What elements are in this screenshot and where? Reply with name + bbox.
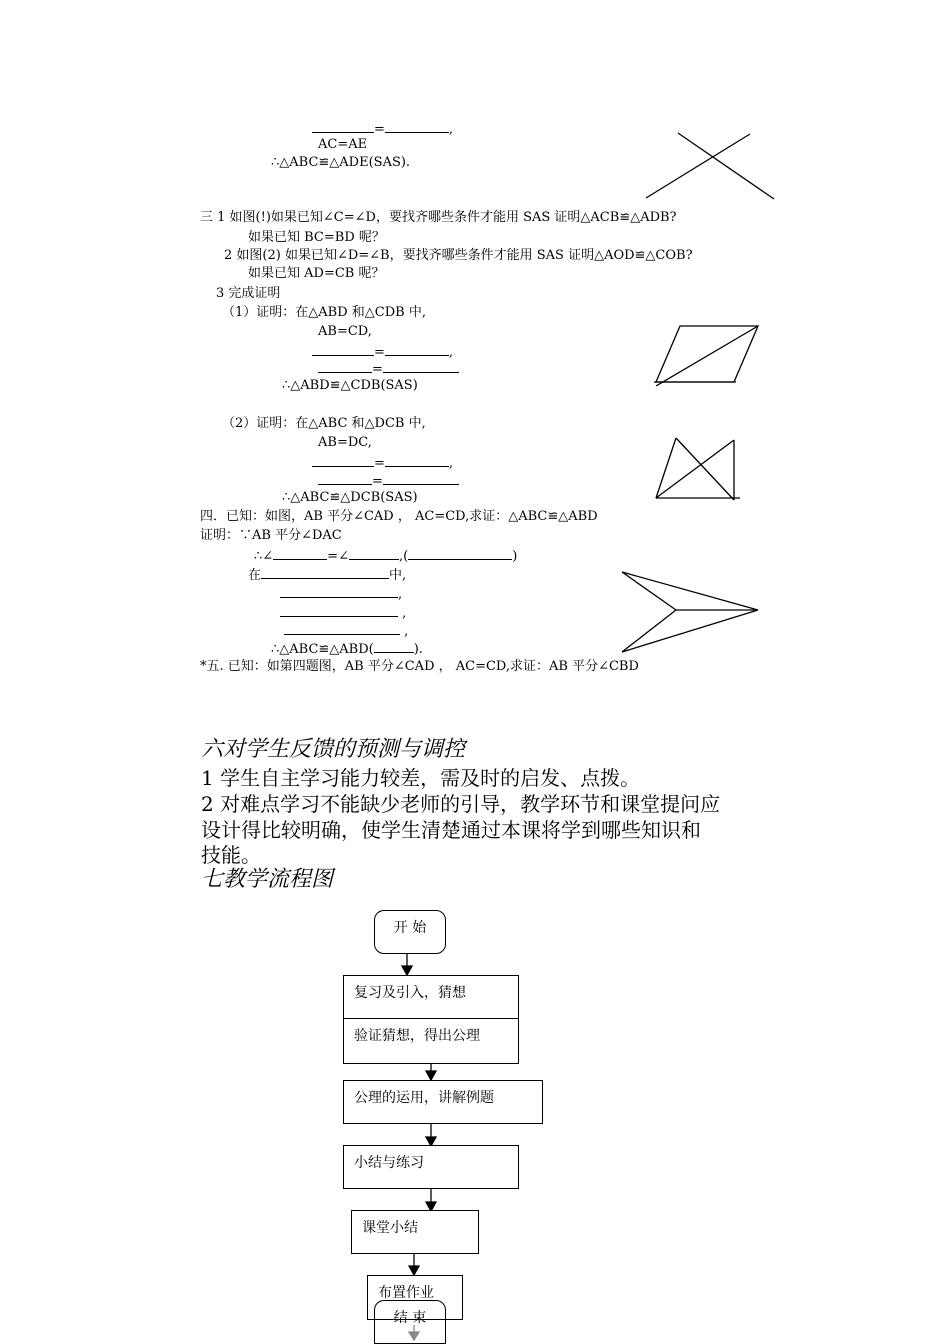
parallelogram-figure xyxy=(654,326,758,386)
flow-step-summary: 课堂小结 xyxy=(351,1210,479,1254)
proof-4-angle-row: ∴∠ =∠ ,( ) xyxy=(254,549,518,564)
question-3-1: 三 1 如图(!)如果已知∠C=∠D，要找齐哪些条件才能用 SAS 证明△ACB≌△ADB? xyxy=(200,210,677,225)
flow-step-review: 复习及引入，猜想 xyxy=(343,975,519,1019)
flow-end: 结 束 xyxy=(374,1300,446,1344)
flow-step-practice: 小结与练习 xyxy=(343,1145,519,1189)
proof-1-heading: （1）证明：在△ABD 和△CDB 中, xyxy=(222,305,426,320)
proof-2-given: AB=DC, xyxy=(318,435,372,450)
flow-step-homework: 布置作业 xyxy=(367,1275,463,1320)
proof-4-conclusion: ∴△ABC≌△ABD( ). xyxy=(271,642,423,657)
flow-step-verify: 验证猜想，得出公理 xyxy=(343,1018,519,1064)
proof-2-conclusion: ∴△ABC≌△DCB(SAS) xyxy=(282,490,418,505)
proof-1-conclusion: ∴△ABD≌△CDB(SAS) xyxy=(282,378,418,393)
question-3-2-followup: 如果已知 AD=CB 呢？ xyxy=(248,266,385,281)
proof-2-heading: （2）证明：在△ABC 和△DCB 中, xyxy=(222,416,426,431)
question-4: 四．已知：如图，AB 平分∠CAD ， AC=CD,求证：△ABC≌△ABD xyxy=(200,509,598,524)
crossed-lines-figure xyxy=(646,133,774,199)
bowtie-figure xyxy=(656,438,740,500)
section-6-line-4: 技能。 xyxy=(201,843,261,867)
proof-4-in-row: 在 中, xyxy=(248,568,407,583)
kite-figure xyxy=(622,572,758,652)
proof-4-blank-line-2: , xyxy=(280,604,406,622)
proof-1-blank-row: = , xyxy=(312,343,453,361)
proof-2-blank-row: = , xyxy=(312,454,453,472)
equals-sign: = xyxy=(374,122,385,137)
flow-start: 开 始 xyxy=(374,910,446,954)
flow-step-apply: 公理的运用，讲解例题 xyxy=(343,1080,543,1124)
section-7-title: 七教学流程图 xyxy=(201,867,334,892)
question-3-2: 2 如图(2) 如果已知∠D=∠B，要找齐哪些条件才能用 SAS 证明△AOD≌△COB? xyxy=(224,248,693,263)
proof-2-blank-row-2: = xyxy=(318,472,459,490)
given-ac-ae: AC=AE xyxy=(318,137,368,152)
section-6-title: 六对学生反馈的预测与调控 xyxy=(201,737,466,762)
comma: , xyxy=(448,122,454,137)
section-6-line-3: 设计得比较明确，使学生清楚通过本课将学到哪些知识和 xyxy=(201,818,701,842)
proof-4-blank-line-1: , xyxy=(280,585,402,603)
section-6-line-1: 1 学生自主学习能力较差，需及时的启发、点拨。 xyxy=(201,766,641,790)
question-3-3: 3 完成证明 xyxy=(216,286,281,301)
conclusion-ade: ∴△ABC≌△ADE(SAS). xyxy=(271,155,411,170)
proof-1-blank-row-2: = xyxy=(318,360,459,378)
question-3-1-followup: 如果已知 BC=BD 呢？ xyxy=(248,230,385,245)
proof-1-given: AB=CD, xyxy=(318,324,372,339)
proof-4-blank-line-3: , xyxy=(284,622,408,640)
section-6-line-2: 2 对难点学习不能缺少老师的引导，教学环节和课堂提问应 xyxy=(201,792,721,816)
proof-4-start: 证明：∵AB 平分∠DAC xyxy=(200,528,342,543)
question-5: *五. 已知：如第四题图，AB 平分∠CAD ， AC=CD,求证：AB 平分∠CBD xyxy=(200,659,639,674)
